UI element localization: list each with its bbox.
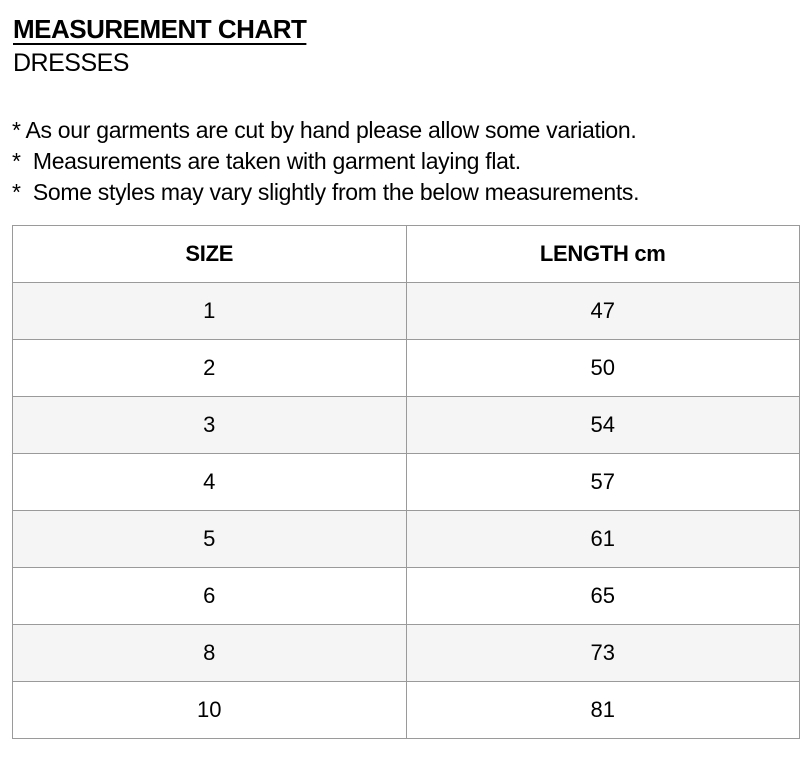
note-line: * Measurements are taken with garment laying flat. <box>12 148 521 174</box>
table-head <box>13 226 800 283</box>
size-chart-table <box>12 225 800 739</box>
note-line: * As our garments are cut by hand please allow some variation. <box>12 117 637 143</box>
table-cell: 57 <box>406 454 800 511</box>
column-header: SIZE <box>13 226 407 283</box>
table-row <box>13 397 800 454</box>
table-cell: 54 <box>406 397 800 454</box>
table-row <box>13 625 800 682</box>
table-header-row <box>13 226 800 283</box>
table-cell: 73 <box>406 625 800 682</box>
page-title: MEASUREMENT CHART <box>13 14 307 44</box>
table-row <box>13 568 800 625</box>
page-subtitle: DRESSES <box>13 49 129 77</box>
table-cell: 4 <box>13 454 407 511</box>
note-line: * Some styles may vary slightly from the below measurements. <box>12 179 640 205</box>
table-cell: 1 <box>13 283 407 340</box>
table-cell: 10 <box>13 682 407 739</box>
table-cell: 3 <box>13 397 407 454</box>
table-cell: 47 <box>406 283 800 340</box>
table-row <box>13 682 800 739</box>
table-cell: 81 <box>406 682 800 739</box>
table-cell: 65 <box>406 568 800 625</box>
table-cell: 5 <box>13 511 407 568</box>
table-body <box>13 283 800 739</box>
notes <box>12 115 800 208</box>
table-cell: 61 <box>406 511 800 568</box>
table-row <box>13 511 800 568</box>
table-row <box>13 454 800 511</box>
table-row <box>13 340 800 397</box>
column-header: LENGTH cm <box>406 226 800 283</box>
table-row <box>13 283 800 340</box>
table-cell: 2 <box>13 340 407 397</box>
table-cell: 50 <box>406 340 800 397</box>
table-cell: 8 <box>13 625 407 682</box>
table-cell: 6 <box>13 568 407 625</box>
